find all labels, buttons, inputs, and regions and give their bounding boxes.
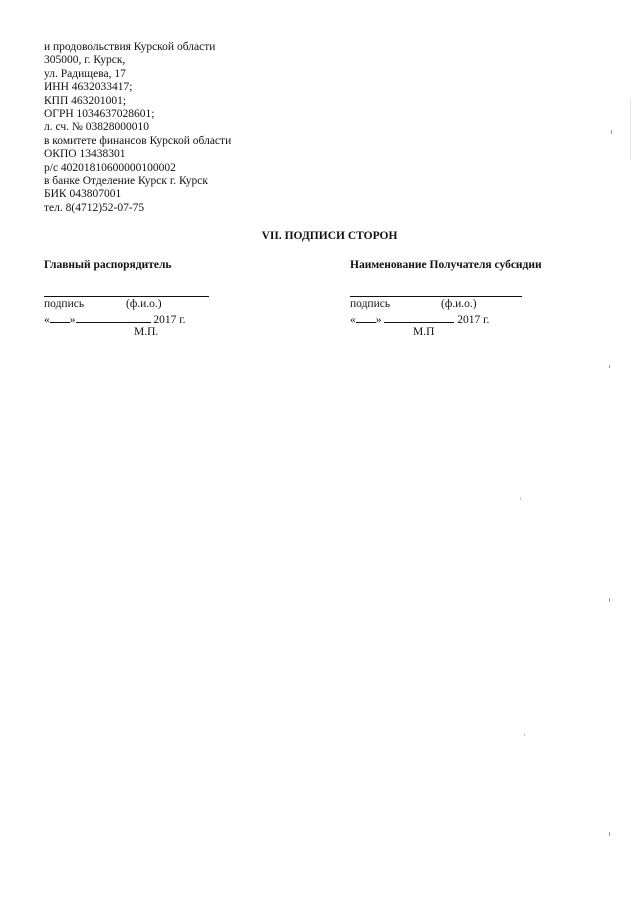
scan-speck: [609, 598, 610, 602]
requisites-line: в банке Отделение Курск г. Курск: [44, 175, 208, 188]
left-signature-line: [44, 296, 209, 297]
party-left-title: Главный распорядитель: [44, 259, 172, 271]
scan-speck: [609, 832, 610, 836]
right-sign-label: подпись: [350, 298, 391, 310]
left-quote-close: »: [69, 314, 76, 326]
requisites-line: ИНН 4632033417;: [44, 81, 133, 94]
scan-speck: [524, 733, 525, 736]
requisites-line: 305000, г. Курск,: [44, 54, 126, 67]
right-month-blank: [384, 312, 454, 323]
requisites-line: КПП 463201001;: [44, 94, 127, 107]
requisites-line: ул. Радищева, 17: [44, 67, 126, 80]
left-date-line: [44, 312, 186, 326]
requisites-line: тел. 8(4712)52-07-75: [44, 201, 145, 214]
left-stamp-place: М.П.: [134, 326, 159, 338]
scan-edge: [630, 100, 631, 160]
left-month-blank: [76, 312, 151, 323]
right-quote-close: »: [375, 314, 382, 326]
right-date-line: [350, 312, 489, 326]
requisites-line: ОКПО 13438301: [44, 148, 126, 161]
left-quote-open: «: [44, 314, 50, 326]
left-name-label: (ф.и.о.): [126, 298, 162, 310]
requisites-line: и продовольствия Курской области: [44, 41, 216, 53]
right-signature-line: [350, 296, 522, 297]
right-year: 2017 г.: [457, 314, 490, 326]
left-day-blank: [50, 312, 70, 323]
right-day-blank: [356, 312, 376, 323]
right-name-label: (ф.и.о.): [441, 298, 477, 310]
requisites-line: р/с 40201810600000100002: [44, 161, 176, 174]
left-sign-label: подпись: [44, 298, 85, 310]
scan-speck: [520, 497, 521, 500]
requisites-line: в комитете финансов Курской области: [44, 134, 232, 147]
requisites-line: л. сч. № 03828000010: [44, 121, 149, 134]
party-right-title: Наименование Получателя субсидии: [350, 259, 542, 271]
left-year: 2017 г.: [153, 314, 186, 326]
scan-speck: [611, 130, 612, 134]
requisites-line: БИК 043807001: [44, 188, 122, 201]
section-title: VII. ПОДПИСИ СТОРОН: [261, 230, 398, 242]
requisites-line: ОГРН 1034637028601;: [44, 108, 155, 121]
scan-speck: [609, 365, 610, 368]
right-quote-open: «: [350, 314, 356, 326]
right-stamp-place: М.П: [413, 326, 435, 338]
requisites-block: [44, 41, 231, 215]
